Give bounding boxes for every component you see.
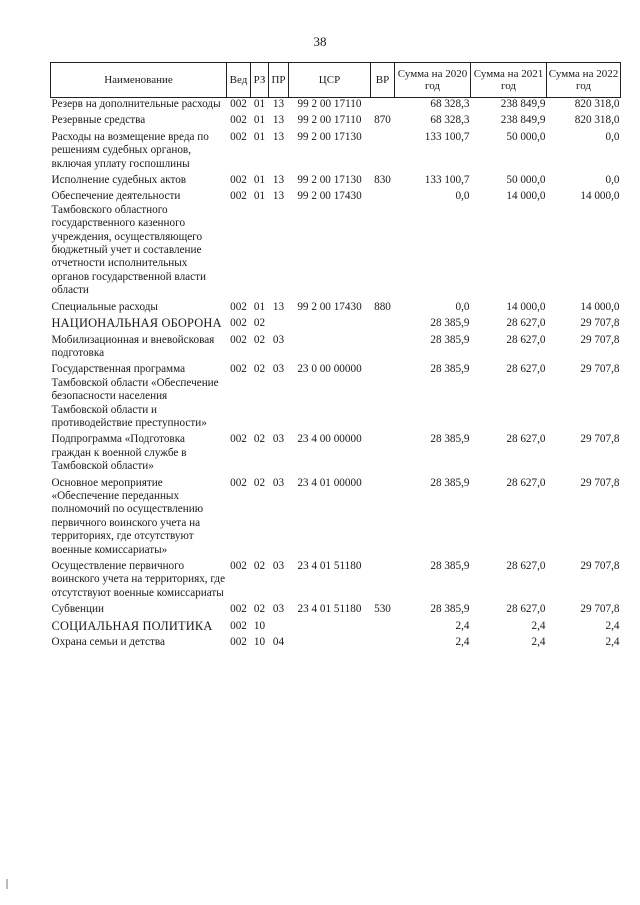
cell-pr: 04 (272, 636, 285, 649)
cell-sum-2020: 28 385,9 (430, 317, 470, 330)
cell-vr (371, 433, 395, 473)
cell-sum-2020: 2,4 (455, 619, 470, 632)
cell-ved: 002 (230, 300, 247, 313)
cell-vr (371, 636, 395, 649)
table-row (51, 363, 621, 430)
cell-csr (289, 334, 371, 361)
cell-vr (371, 317, 395, 330)
cell-csr: 23 4 00 00000 (297, 433, 362, 446)
table-row (51, 433, 621, 473)
cell-ved: 002 (230, 603, 247, 616)
cell-csr: 99 2 00 17130 (297, 174, 362, 187)
cell-sum-2022: 29 707,8 (580, 363, 620, 376)
cell-sum-2022: 29 707,8 (580, 476, 620, 489)
header-vr: ВР (371, 63, 395, 98)
cell-sum-2021: 14 000,0 (506, 300, 546, 313)
cell-csr (289, 636, 371, 649)
cell-csr: 23 0 00 00000 (297, 363, 362, 376)
cell-vr (371, 98, 395, 112)
table-body (51, 98, 621, 650)
cell-sum-2022: 820 318,0 (574, 98, 620, 110)
cell-sum-2020: 28 385,9 (430, 363, 470, 376)
cell-rz: 01 (253, 98, 266, 110)
cell-sum-2020: 28 385,9 (430, 433, 470, 446)
cell-name: Резерв на дополнительные расходы (51, 98, 221, 110)
cell-name: Мобилизационная и вневойсковая подготовка (51, 333, 215, 359)
cell-sum-2021: 28 627,0 (506, 476, 546, 489)
cell-name: Специальные расходы (51, 300, 158, 313)
cell-sum-2021: 28 627,0 (506, 317, 546, 330)
cell-csr: 99 2 00 17110 (297, 98, 362, 110)
scan-edge-mark (6, 879, 8, 889)
cell-sum-2020: 28 385,9 (430, 476, 470, 489)
cell-rz: 02 (253, 333, 266, 346)
header-sum-2020: Сумма на 2020 год (395, 63, 471, 98)
cell-rz: 02 (253, 363, 266, 376)
cell-pr: 13 (272, 98, 285, 110)
cell-vr (371, 620, 395, 633)
cell-pr: 03 (272, 476, 285, 489)
cell-sum-2021: 2,4 (531, 619, 546, 632)
cell-rz: 02 (253, 603, 266, 616)
cell-sum-2020: 28 385,9 (430, 333, 470, 346)
cell-csr: 23 4 01 51180 (297, 560, 362, 572)
cell-pr: 13 (272, 300, 285, 313)
cell-sum-2022: 29 707,8 (580, 317, 620, 330)
cell-pr (269, 620, 289, 633)
table-row (51, 301, 621, 314)
cell-sum-2020: 28 385,9 (430, 560, 470, 572)
cell-ved: 002 (230, 174, 247, 187)
cell-csr: 99 2 00 17430 (297, 190, 362, 203)
cell-ved: 002 (230, 333, 247, 346)
cell-ved: 002 (230, 114, 247, 127)
table-row (51, 174, 621, 187)
cell-csr (289, 620, 371, 633)
cell-vr: 530 (374, 603, 391, 616)
cell-pr (269, 317, 289, 330)
page-number: 38 (313, 34, 327, 49)
cell-rz: 10 (253, 636, 266, 649)
cell-vr: 830 (374, 174, 391, 187)
cell-ved: 002 (230, 317, 247, 330)
cell-ved: 002 (230, 476, 247, 489)
cell-sum-2021: 14 000,0 (506, 190, 546, 203)
cell-vr: 880 (374, 300, 391, 313)
cell-name: НАЦИОНАЛЬНАЯ ОБОРОНА (51, 316, 222, 331)
cell-vr (371, 560, 395, 600)
table-row (51, 114, 621, 127)
cell-vr (371, 131, 395, 171)
table-row (51, 603, 621, 616)
cell-csr: 23 4 01 00000 (297, 476, 362, 489)
header-sum-2021: Сумма на 2021 год (471, 63, 547, 98)
cell-sum-2021: 50 000,0 (506, 130, 546, 143)
cell-pr: 13 (272, 130, 285, 143)
table-row (51, 477, 621, 557)
cell-sum-2021: 238 849,9 (500, 114, 546, 127)
cell-sum-2020: 68 328,3 (430, 114, 470, 127)
table-row (51, 190, 621, 297)
budget-table (50, 62, 621, 649)
cell-sum-2022: 2,4 (605, 619, 620, 632)
cell-name: Подпрограмма «Подготовка граждан к военной службе в Тамбовской области» (51, 433, 187, 473)
cell-sum-2022: 0,0 (605, 130, 620, 143)
cell-sum-2021: 28 627,0 (506, 560, 546, 572)
cell-pr: 13 (272, 114, 285, 127)
table-row (51, 636, 621, 649)
table-row (51, 560, 621, 600)
cell-csr: 23 4 01 51180 (297, 603, 362, 616)
cell-name: Основное мероприятие «Обеспечение переданных полномочий по осуществлению первичного воинского учета на территориях, где отсутствуют военные комиссариаты» (51, 476, 204, 556)
table-row (51, 98, 621, 112)
cell-sum-2021: 28 627,0 (506, 603, 546, 616)
cell-sum-2021: 50 000,0 (506, 174, 546, 187)
cell-ved: 002 (230, 433, 247, 446)
cell-ved: 002 (230, 130, 247, 143)
cell-rz: 01 (253, 130, 266, 143)
cell-csr (289, 317, 371, 330)
cell-pr: 03 (272, 333, 285, 346)
cell-ved: 002 (230, 98, 247, 110)
cell-rz: 01 (253, 174, 266, 187)
cell-name: Исполнение судебных актов (51, 174, 187, 187)
cell-name: Субвенции (51, 603, 104, 616)
cell-vr (371, 363, 395, 430)
cell-sum-2020: 0,0 (455, 190, 470, 203)
header-csr: ЦСР (289, 63, 371, 98)
cell-rz: 02 (253, 476, 266, 489)
cell-vr: 870 (374, 114, 391, 127)
cell-pr: 13 (272, 190, 285, 203)
cell-rz: 01 (253, 300, 266, 313)
cell-pr: 03 (272, 433, 285, 446)
cell-csr: 99 2 00 17110 (297, 114, 362, 127)
cell-csr: 99 2 00 17430 (297, 300, 362, 313)
cell-sum-2020: 28 385,9 (430, 603, 470, 616)
cell-sum-2022: 820 318,0 (574, 114, 620, 127)
table-row (51, 317, 621, 330)
cell-rz: 01 (253, 190, 266, 203)
table-header-row (51, 63, 621, 98)
cell-vr (371, 334, 395, 361)
cell-csr: 99 2 00 17130 (297, 130, 362, 143)
cell-sum-2022: 29 707,8 (580, 333, 620, 346)
cell-sum-2022: 29 707,8 (580, 433, 620, 446)
cell-ved: 002 (230, 190, 247, 203)
cell-sum-2020: 133 100,7 (424, 174, 470, 187)
cell-name: Охрана семьи и детства (51, 636, 165, 649)
cell-sum-2022: 14 000,0 (580, 300, 620, 313)
cell-name: Государственная программа Тамбовской области «Обеспечение безопасности населения Тамбовской области и противодействие преступности» (51, 363, 219, 429)
cell-vr (371, 190, 395, 297)
table-row (51, 334, 621, 361)
table-row (51, 620, 621, 633)
cell-rz: 02 (253, 560, 266, 572)
cell-sum-2020: 2,4 (455, 636, 470, 649)
cell-name: Обеспечение деятельности Тамбовского областного государственного казенного учреждения, осуществляющего бюджетный учет и составление отчетности исполнительных органов государственной власти области (51, 190, 206, 297)
cell-ved: 002 (230, 363, 247, 376)
cell-sum-2022: 0,0 (605, 174, 620, 187)
cell-name: СОЦИАЛЬНАЯ ПОЛИТИКА (51, 618, 213, 633)
cell-sum-2021: 2,4 (531, 636, 546, 649)
header-name: Наименование (51, 63, 227, 98)
header-ved: Вед (227, 63, 251, 98)
header-pr: ПР (269, 63, 289, 98)
cell-name: Расходы на возмещение вреда по решениям судебных органов, включая уплату госпошлины (51, 130, 209, 170)
header-rz: РЗ (251, 63, 269, 98)
cell-rz: 01 (253, 114, 266, 127)
cell-ved: 002 (230, 560, 247, 572)
cell-sum-2021: 28 627,0 (506, 333, 546, 346)
cell-sum-2021: 238 849,9 (500, 98, 546, 110)
cell-sum-2022: 14 000,0 (580, 190, 620, 203)
cell-ved: 002 (230, 636, 247, 649)
cell-sum-2020: 68 328,3 (430, 98, 470, 110)
cell-sum-2022: 29 707,8 (580, 560, 620, 572)
cell-name: Осуществление первичного воинского учета на территориях, где отсутствуют военные комиссариаты (51, 560, 226, 599)
cell-sum-2022: 2,4 (605, 636, 620, 649)
cell-vr (371, 477, 395, 557)
cell-pr: 03 (272, 363, 285, 376)
cell-pr: 13 (272, 174, 285, 187)
cell-sum-2021: 28 627,0 (506, 433, 546, 446)
cell-sum-2021: 28 627,0 (506, 363, 546, 376)
cell-rz: 10 (253, 619, 266, 632)
cell-ved: 002 (230, 619, 247, 632)
cell-rz: 02 (253, 317, 266, 330)
cell-pr: 03 (272, 560, 285, 572)
cell-sum-2022: 29 707,8 (580, 603, 620, 616)
cell-name: Резервные средства (51, 114, 146, 127)
cell-rz: 02 (253, 433, 266, 446)
table-row (51, 131, 621, 171)
cell-sum-2020: 0,0 (455, 300, 470, 313)
cell-pr: 03 (272, 603, 285, 616)
cell-sum-2020: 133 100,7 (424, 130, 470, 143)
header-sum-2022: Сумма на 2022 год (547, 63, 621, 98)
